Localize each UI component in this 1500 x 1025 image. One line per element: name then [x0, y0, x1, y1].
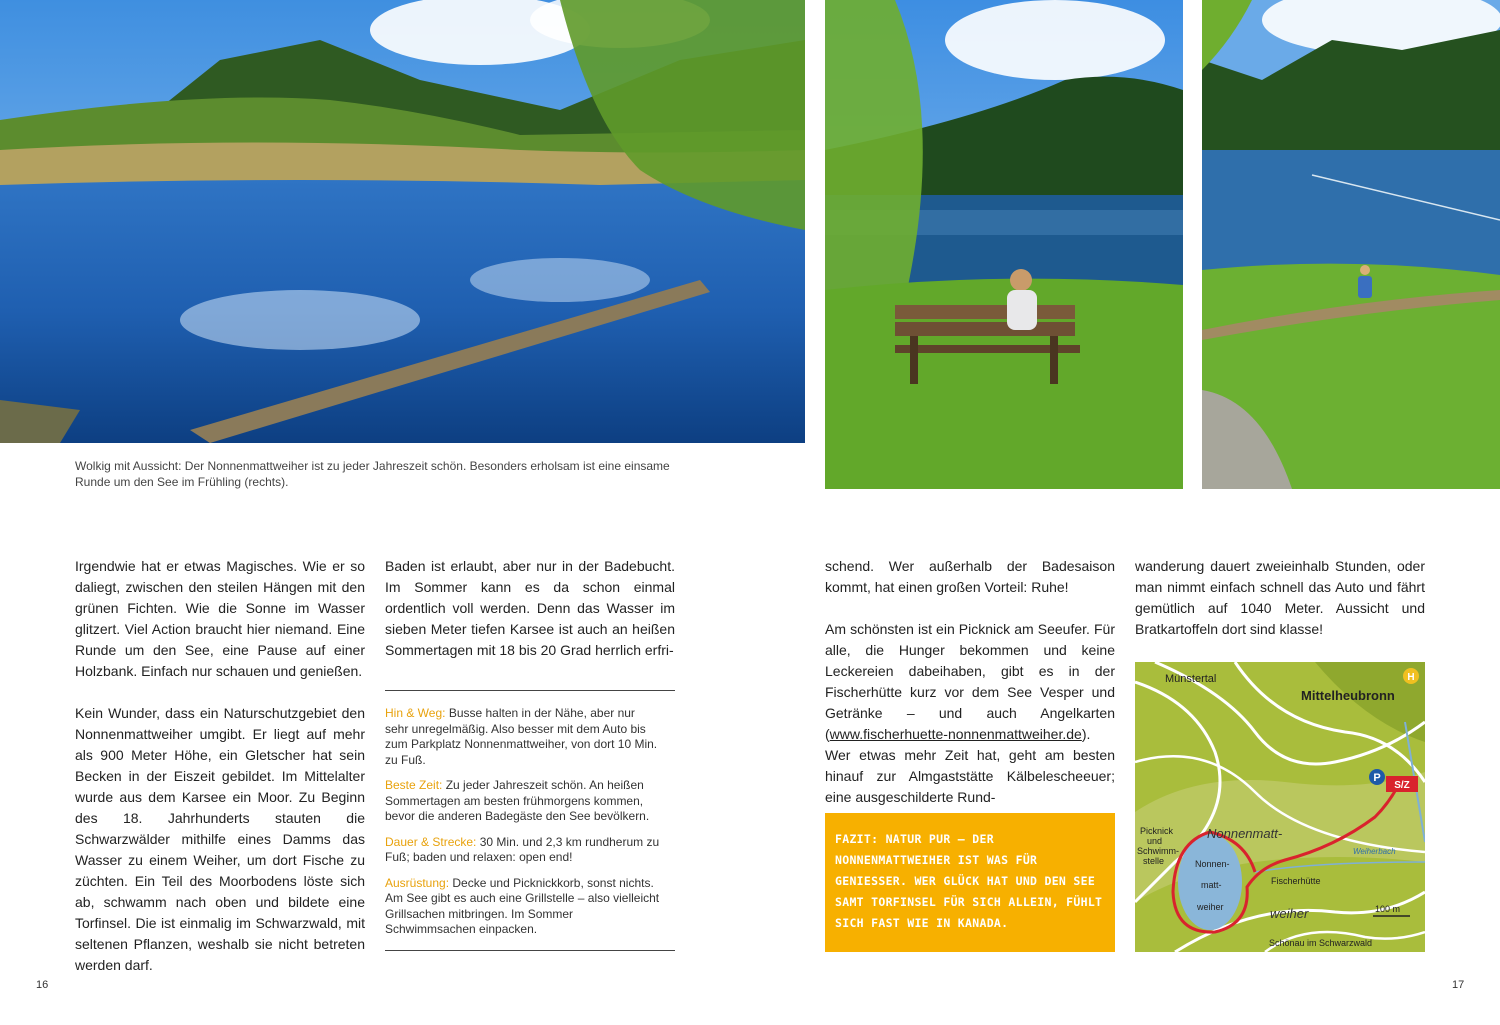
info-item-best-time — [385, 778, 660, 825]
caption-line-2: Runde um den See im Frühling (rechts). — [75, 475, 289, 489]
right-column-2 — [1135, 556, 1425, 640]
info-box — [385, 706, 660, 948]
photo-lake-log — [0, 0, 805, 443]
map-label-lake-3: weiher — [1197, 902, 1224, 912]
map-label-picknick-4: stelle — [1143, 856, 1165, 866]
photo-bench-lake — [825, 0, 1183, 489]
route-map — [1135, 662, 1425, 952]
map-label-weiherbach: Weiherbach — [1353, 847, 1396, 856]
info-key: Dauer & Strecke: — [385, 834, 477, 849]
caption-line-1: Wolkig mit Aussicht: Der Nonnenmattweiher ist zu jeder Jahreszeit schön. Besonders erholsam ist eine einsame — [75, 459, 670, 473]
info-box-top-rule — [385, 690, 675, 691]
info-key: Beste Zeit: — [385, 778, 443, 792]
info-item-travel — [385, 706, 660, 768]
info-key: Ausrüstung: — [385, 875, 450, 890]
paragraph-history: Kein Wunder, dass ein Naturschutzgebiet den Nonnenmattweiher umgibt. Er liegt auf mehr als 900 Meter Höhe, ein Gletscher hat sein Becken in der Eiszeit gebildet. Im Mittelalter wurde aus dem Karsee ein Moor. Zu Beginn des 18. Jahrhunderts stauten die Schwarzwälder mithilfe eines Damms das Wasser zu einem Weiher, um dort Fische zu züchten. Ein Teil des Moorbodens löste sich ab, schwamm nach oben und bildete eine Torfinsel. Die ist einmalig im Schwarzwald, mit seltenen Pflanzen, weshalb sie nicht betreten werden darf. — [75, 705, 365, 973]
page-number-right: 17 — [1452, 979, 1465, 991]
info-key: Hin & Weg: — [385, 706, 446, 720]
map-label-picknick-2: und — [1147, 836, 1163, 846]
photo-caption — [75, 458, 795, 490]
parking-icon: P — [1373, 772, 1381, 784]
map-label-mittelheubronn: Mittelheubronn — [1301, 688, 1395, 703]
map-label-muenstertal: Münstertal — [1165, 673, 1217, 685]
map-label-lake-2: matt- — [1201, 880, 1222, 890]
map-label-schoenau: Schönau im Schwarzwald — [1269, 938, 1373, 948]
map-label-start: S/Z — [1394, 780, 1410, 791]
info-text: Decke und Picknickkorb, sonst nichts. Am See gibt es auch eine Grillstelle – also vielleicht Grillsachen mitbringen. Im Sommer Schwimmsachen einpacken. — [385, 875, 660, 936]
map-label-nonnenmatt: Nonnenmatt- — [1207, 826, 1283, 841]
map-label-picknick-1: Picknick — [1140, 826, 1174, 836]
info-text: Busse halten in der Nähe, aber nur sehr unregelmäßig. Also besser mit dem Auto bis zum Parkplatz Nonnenmattweiher, von dort 10 Min. zu Fuß. — [385, 706, 658, 767]
paragraph-picnic-start: Am schönsten ist ein Picknick am Seeufer. Für alle, die Hunger bekommen und keine Leckereien dabeihaben, gibt es in der Fischerhütte kurz vor dem See Vesper und Getränke – und auch Angelkarten ( — [825, 621, 1115, 742]
info-text: Zu jeder Jahreszeit schön. An heißen Sommertagen am besten frühmorgens kommen, bevor die anderen Badegäste den See bevölkern. — [385, 778, 650, 823]
info-text: 30 Min. und 2,3 km rundherum zu Fuß; baden und relaxen: open end! — [385, 834, 660, 864]
map-scale-label: 100 m — [1375, 904, 1401, 914]
map-label-lake-1: Nonnen- — [1195, 859, 1230, 869]
info-item-equipment — [385, 876, 660, 938]
paragraph-bathing: Baden ist erlaubt, aber nur in der Badebucht. Im Sommer kann es da schon einmal ordentlich voll werden. Denn das Wasser im sieben Meter tiefen Karsee ist auch an heißen Sommertagen mit 18 bis 20 Grad herrlich erfri- — [385, 558, 675, 658]
paragraph-picnic — [825, 619, 1115, 808]
map-label-weiher: weiher — [1270, 906, 1309, 921]
paragraph-picnic-end: ). Wer etwas mehr Zeit hat, geht am besten hinauf zur Almgaststätte Kälbeleschееuer; eine ausgeschilderte Rund- — [825, 726, 1115, 805]
right-column-1 — [825, 556, 1115, 808]
paragraph-intro: Irgendwie hat er etwas Magisches. Wie er so daliegt, zwischen den steilen Hängen mit den grünen Fichten. Wie die Sonne im Wasser glitzert. Viel Action braucht hier niemand. Eine Runde um den See, eine Pause auf einer Holzbank. Einfach nur schauen und genießen. — [75, 558, 365, 679]
left-column-2 — [385, 556, 675, 661]
paragraph-hike: wanderung dauert zweieinhalb Stunden, oder man nimmt einfach schnell das Auto und fährt gemütlich auf 1040 Meter. Aussicht und Bratkartoffeln dort sind klasse! — [1135, 558, 1425, 637]
map-label-picknick-3: Schwimm- — [1137, 846, 1179, 856]
fischerhuette-link[interactable]: www.fischerhuette-nonnenmattweiher.de — [829, 726, 1082, 742]
map-label-fischerhuette: Fischerhütte — [1271, 876, 1321, 886]
fazit-text: FAZIT: NATUR PUR – DER NONNENMATTWEIHER IST WAS FÜR GENIESSER. WER GLÜCK HAT UND DEN SEE SAMT TORFINSEL FÜR SICH ALLEIN, FÜHLT SICH FAST WIE IN KANADA. — [835, 832, 1103, 930]
info-item-duration — [385, 835, 660, 866]
left-column-1 — [75, 556, 365, 976]
page-number-left: 16 — [36, 979, 49, 991]
bus-stop-icon: H — [1407, 672, 1415, 683]
fazit-box — [825, 813, 1115, 952]
photo-hiker-shore — [1202, 0, 1500, 489]
info-box-bottom-rule — [385, 950, 675, 951]
paragraph-season: schend. Wer außerhalb der Badesaison kommt, hat einen großen Vorteil: Ruhe! — [825, 558, 1115, 595]
